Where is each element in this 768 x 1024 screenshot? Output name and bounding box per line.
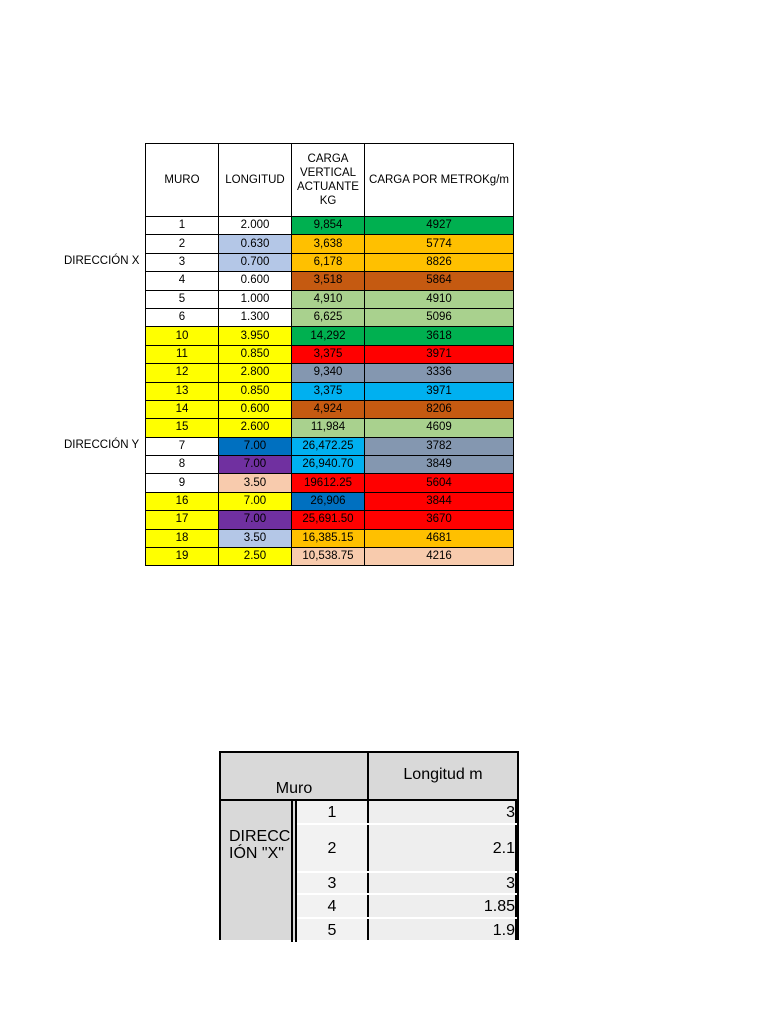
cell-carga-por-metro: 4910 xyxy=(365,290,514,308)
cell-muro: 3 xyxy=(146,253,219,271)
cell-longitud: 2.800 xyxy=(219,364,292,382)
cell-carga-por-metro: 4609 xyxy=(365,419,514,437)
direction-x-label: DIRECCIÓN X xyxy=(64,255,140,267)
cell-longitud: 2.600 xyxy=(219,419,292,437)
cell-longitud-m: 3 xyxy=(369,801,517,825)
cell-muro-number: 2 xyxy=(295,825,369,873)
cell-carga-por-metro: 3971 xyxy=(365,345,514,363)
cell-muro: 4 xyxy=(146,272,219,290)
cell-carga-vertical: 26,472.25 xyxy=(292,437,365,455)
cell-carga-vertical: 26,906 xyxy=(292,492,365,510)
cell-longitud: 7.00 xyxy=(219,511,292,529)
cell-carga-por-metro: 5096 xyxy=(365,308,514,326)
cell-muro: 8 xyxy=(146,456,219,474)
cell-carga-por-metro: 3782 xyxy=(365,437,514,455)
cell-carga-vertical: 3,518 xyxy=(292,272,365,290)
cell-carga-por-metro: 5774 xyxy=(365,235,514,253)
cell-longitud: 7.00 xyxy=(219,492,292,510)
cell-longitud: 3.950 xyxy=(219,327,292,345)
table-row xyxy=(146,308,514,326)
cell-carga-vertical: 9,340 xyxy=(292,364,365,382)
cell-muro: 2 xyxy=(146,235,219,253)
cell-muro: 13 xyxy=(146,382,219,400)
table-row xyxy=(146,235,514,253)
cell-carga-vertical: 19612.25 xyxy=(292,474,365,492)
cell-longitud: 3.50 xyxy=(219,529,292,547)
loads-table xyxy=(145,143,514,566)
cell-carga-por-metro: 3971 xyxy=(365,382,514,400)
cell-carga-vertical: 26,940.70 xyxy=(292,456,365,474)
row-separator xyxy=(297,940,517,942)
cell-muro: 1 xyxy=(146,217,219,235)
table-row xyxy=(295,825,517,873)
table-row xyxy=(146,290,514,308)
cell-muro-number: 1 xyxy=(295,801,369,825)
cell-muro-number: 4 xyxy=(295,895,369,919)
cell-muro: 16 xyxy=(146,492,219,510)
header-muro-2: Muro xyxy=(221,753,369,801)
table-row xyxy=(146,437,514,455)
cell-carga-vertical: 11,984 xyxy=(292,419,365,437)
cell-carga-por-metro: 3849 xyxy=(365,456,514,474)
table-row xyxy=(146,548,514,566)
cell-muro: 19 xyxy=(146,548,219,566)
loads-table-header-row xyxy=(146,144,514,217)
cell-longitud-m: 1.85 xyxy=(369,895,517,919)
cell-carga-vertical: 3,638 xyxy=(292,235,365,253)
cell-longitud-m: 3 xyxy=(369,873,517,895)
cell-longitud: 0.630 xyxy=(219,235,292,253)
cell-carga-vertical: 9,854 xyxy=(292,217,365,235)
cell-carga-vertical: 6,625 xyxy=(292,308,365,326)
cell-carga-por-metro: 3618 xyxy=(365,327,514,345)
cell-muro: 5 xyxy=(146,290,219,308)
header-longitud-m: Longitud m xyxy=(369,753,517,801)
cell-carga-vertical: 3,375 xyxy=(292,382,365,400)
table-row xyxy=(146,253,514,271)
cell-longitud: 0.700 xyxy=(219,253,292,271)
table-row xyxy=(146,345,514,363)
table-row xyxy=(146,511,514,529)
direction-x-quoted-label: DIRECCIÓN "X" xyxy=(229,828,291,862)
table-row xyxy=(146,400,514,418)
cell-longitud: 2.50 xyxy=(219,548,292,566)
cell-longitud: 7.00 xyxy=(219,437,292,455)
table-row xyxy=(295,919,517,942)
cell-carga-vertical: 4,924 xyxy=(292,400,365,418)
cell-carga-vertical: 10,538.75 xyxy=(292,548,365,566)
cell-longitud-m: 2.1 xyxy=(369,825,517,873)
cell-longitud: 0.850 xyxy=(219,382,292,400)
cell-muro: 10 xyxy=(146,327,219,345)
cell-carga-por-metro: 8206 xyxy=(365,400,514,418)
table-row xyxy=(146,382,514,400)
cell-muro-number: 5 xyxy=(295,919,369,942)
direction-cell xyxy=(221,801,293,942)
cell-longitud: 2.000 xyxy=(219,217,292,235)
direction-y-label: DIRECCIÓN Y xyxy=(64,439,140,451)
cell-longitud: 0.850 xyxy=(219,345,292,363)
cell-carga-por-metro: 5864 xyxy=(365,272,514,290)
cell-longitud: 1.300 xyxy=(219,308,292,326)
cell-carga-por-metro: 4681 xyxy=(365,529,514,547)
cell-carga-vertical: 4,910 xyxy=(292,290,365,308)
cell-muro: 6 xyxy=(146,308,219,326)
cell-carga-vertical: 3,375 xyxy=(292,345,365,363)
header-muro: MURO xyxy=(146,144,219,217)
table-row xyxy=(146,474,514,492)
cell-longitud: 3.50 xyxy=(219,474,292,492)
wall-length-table xyxy=(219,751,519,940)
header-longitud: LONGITUD xyxy=(219,144,292,217)
header-carga-por-metro: CARGA POR METROKg/m xyxy=(365,144,514,217)
cell-carga-por-metro: 5604 xyxy=(365,474,514,492)
cell-carga-por-metro: 4216 xyxy=(365,548,514,566)
table-row xyxy=(295,895,517,919)
table-row xyxy=(146,529,514,547)
cell-longitud: 1.000 xyxy=(219,290,292,308)
cell-muro: 12 xyxy=(146,364,219,382)
header-carga-vertical: CARGA VERTICAL ACTUANTE KG xyxy=(292,144,365,217)
table-row xyxy=(295,801,517,825)
cell-carga-por-metro: 3336 xyxy=(365,364,514,382)
table-row xyxy=(146,492,514,510)
cell-muro: 7 xyxy=(146,437,219,455)
table-row xyxy=(146,419,514,437)
cell-carga-por-metro: 4927 xyxy=(365,217,514,235)
table-row xyxy=(146,272,514,290)
cell-muro: 11 xyxy=(146,345,219,363)
cell-carga-vertical: 16,385.15 xyxy=(292,529,365,547)
cell-carga-por-metro: 3670 xyxy=(365,511,514,529)
loads-table-body xyxy=(146,217,514,566)
cell-longitud: 0.600 xyxy=(219,400,292,418)
cell-longitud: 7.00 xyxy=(219,456,292,474)
cell-carga-por-metro: 3844 xyxy=(365,492,514,510)
table-row xyxy=(146,364,514,382)
cell-longitud: 0.600 xyxy=(219,272,292,290)
cell-carga-vertical: 25,691.50 xyxy=(292,511,365,529)
table-row xyxy=(146,217,514,235)
table-row xyxy=(295,873,517,895)
cell-carga-vertical: 14,292 xyxy=(292,327,365,345)
cell-longitud-m: 1.9 xyxy=(369,919,517,942)
table-row xyxy=(146,456,514,474)
cell-muro: 14 xyxy=(146,400,219,418)
cell-muro: 15 xyxy=(146,419,219,437)
table-row xyxy=(146,327,514,345)
cell-muro-number: 3 xyxy=(295,873,369,895)
cell-muro: 18 xyxy=(146,529,219,547)
cell-muro: 9 xyxy=(146,474,219,492)
cell-carga-vertical: 6,178 xyxy=(292,253,365,271)
cell-carga-por-metro: 8826 xyxy=(365,253,514,271)
cell-muro: 17 xyxy=(146,511,219,529)
